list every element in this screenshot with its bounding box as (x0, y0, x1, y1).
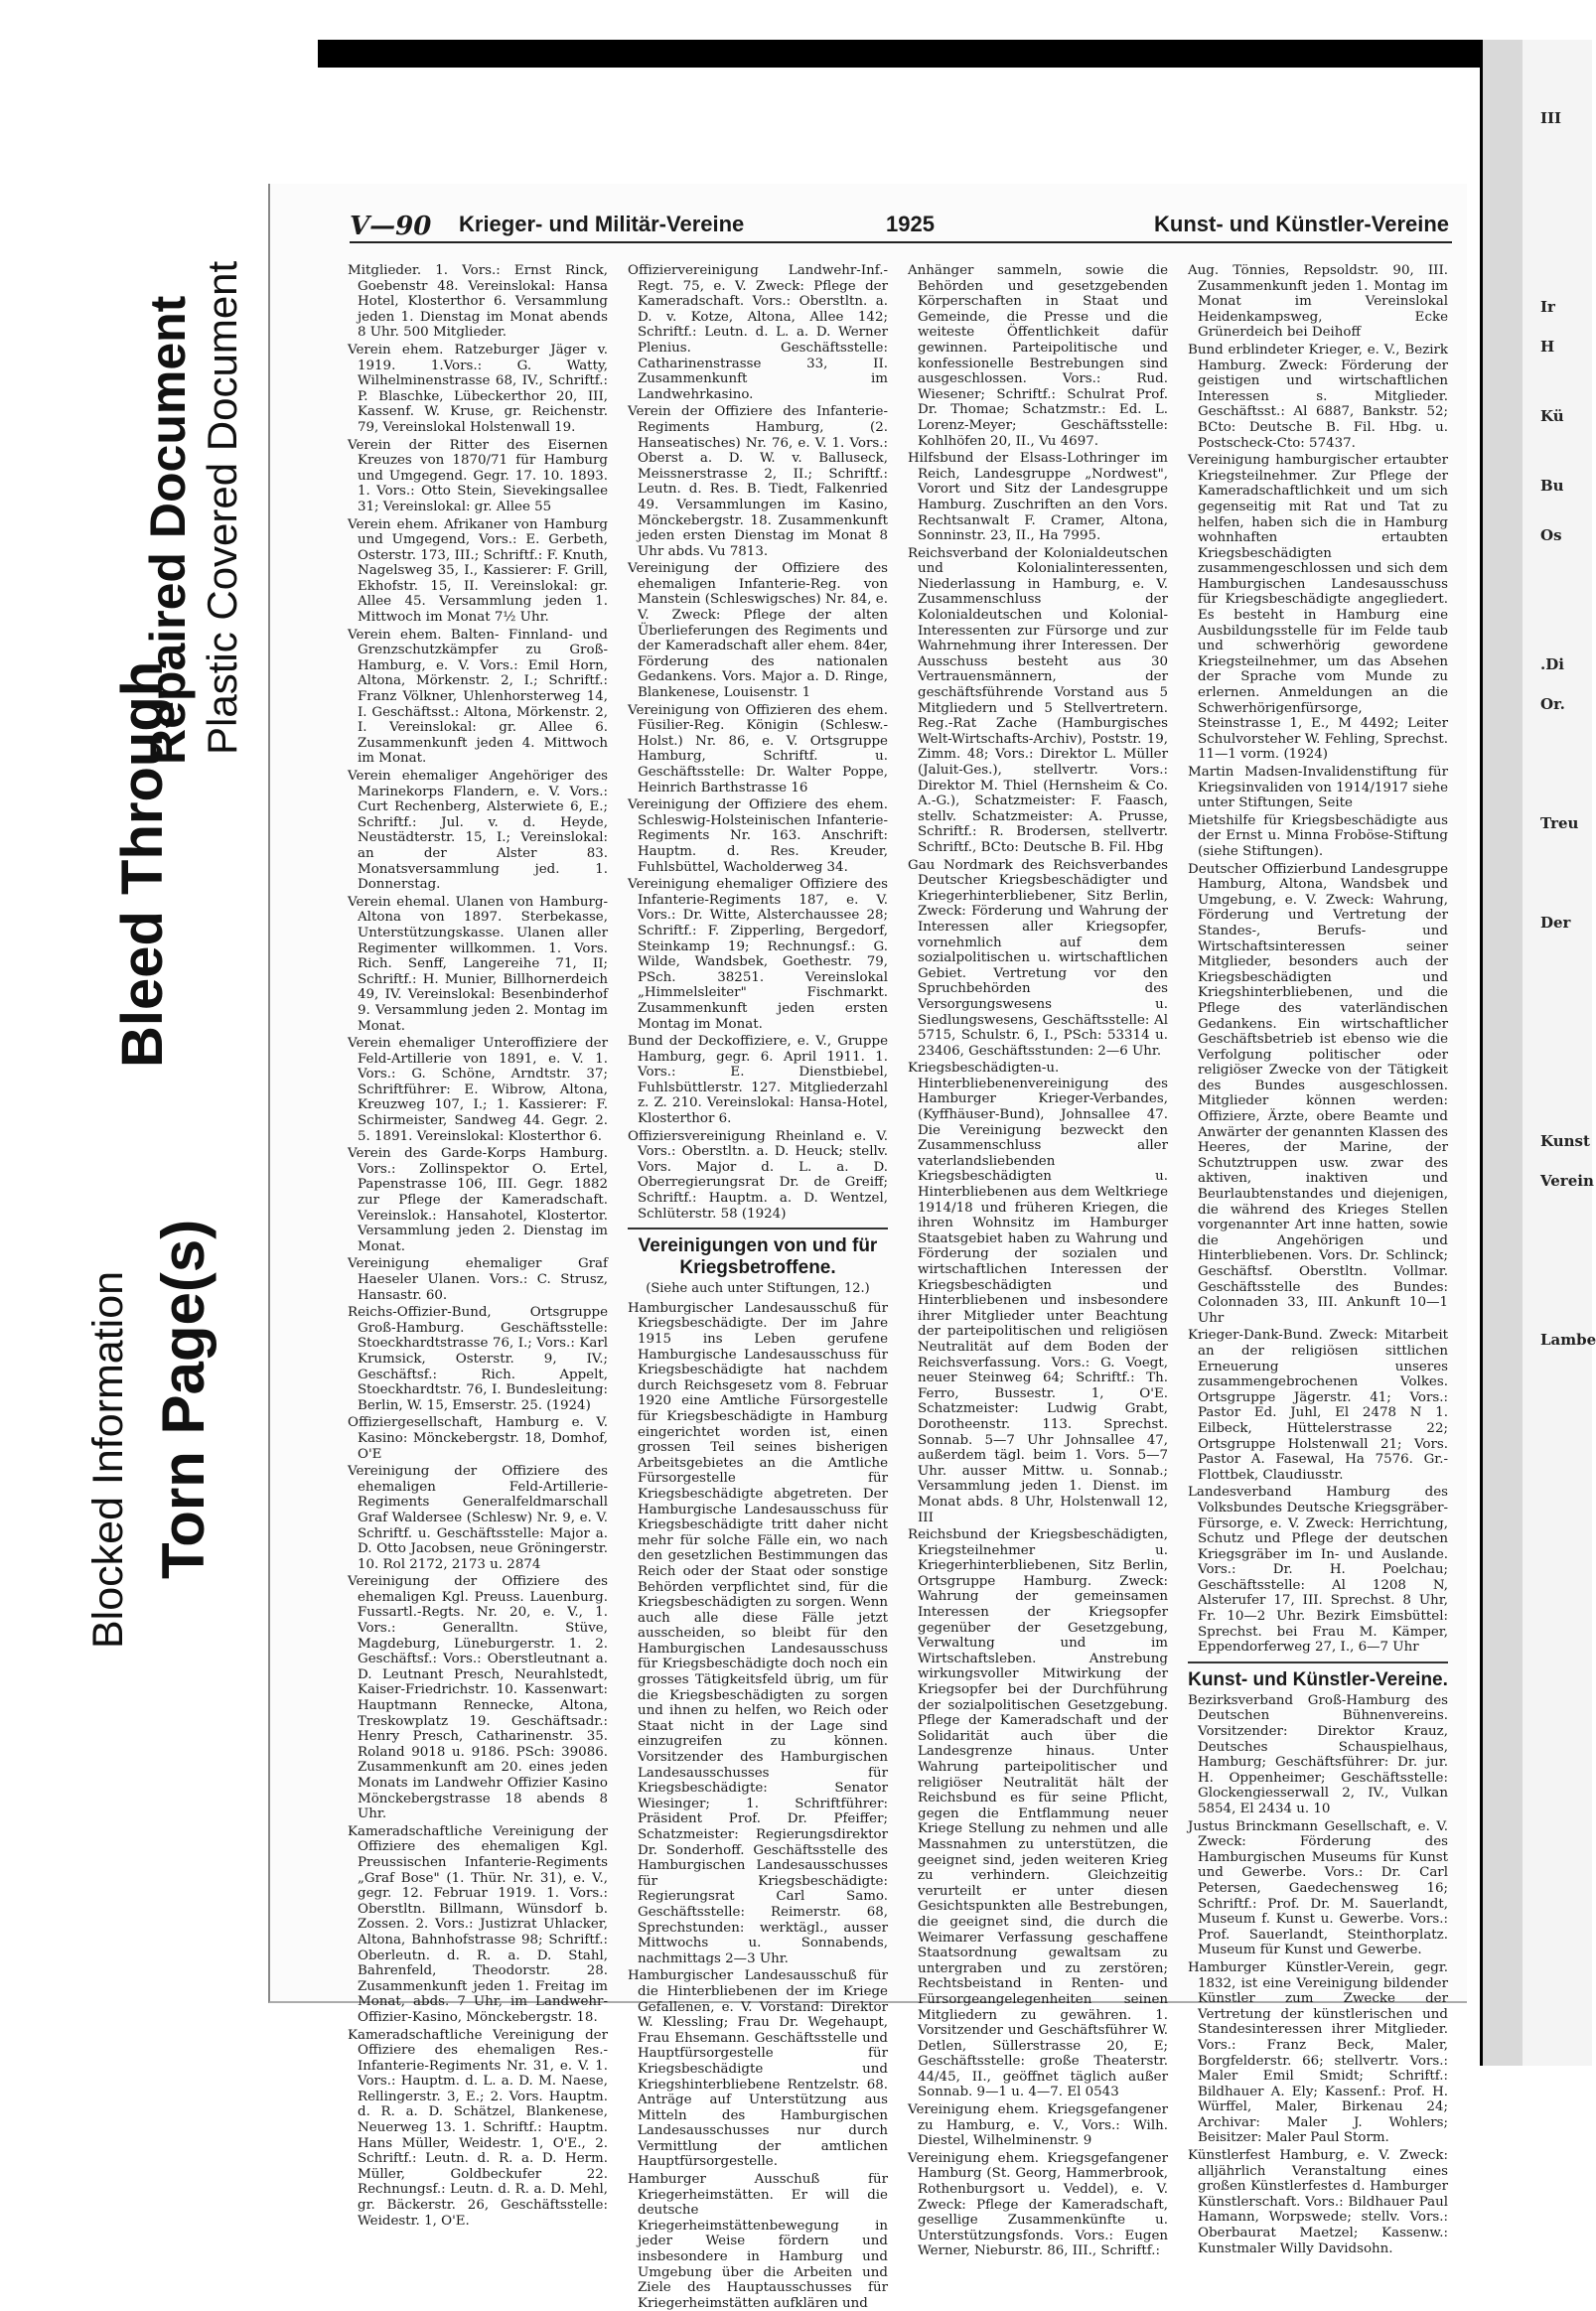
page-number: V—90 (350, 212, 432, 241)
right-running-title: Kunst- und Künstler-Vereine (1154, 212, 1450, 236)
directory-entry: Verein ehemal. Ulanen von Hamburg-Altona von 1897. Sterbekasse, Unterstützungskasse. Ulanen aller Regimenter willkommen. 1. Vors. Rich. Senff, Langereihe 71, II; Schriftf.: H. Munier, Billhornerdeich 49, IV. Vereinslokal: Besenbinderhof 9. Versammlung jeden 2. Montag im Monat. (348, 894, 608, 1034)
directory-entry: Vereinigung ehemaliger Offiziere des Infanterie-Regiments 187, e. V. Vors.: Dr. Witte, Alsterchaussee 28; Schriftf.: F. Zipperling, Bergedorf, Steinkamp 19; Rechnungsf.: G. Wilde, Wandsbek, Goethestr. 79, PSch. 38251. Vereinslokal „Himmelsleiter" Fischmarkt. Zusammenkunft jeden ersten Montag im Monat. (628, 877, 888, 1032)
directory-entry: Verein ehem. Afrikaner von Hamburg und Umgegend, Vors.: E. Gerbeth, Osterstr. 173, III.; Schriftf.: F. Knuth, Nagelsweg 35, I., Kassierer: F. Grill, Ekhofstr. 15, II. Vereinslokal: gr. Allee 45. Versammlung jeden 1. Mittwoch im Monat 7½ Uhr. (348, 516, 608, 626)
directory-entry: Bund erblindeter Krieger, e. V., Bezirk Hamburg. Zweck: Förderung der geistigen und wirtschaftlichen Interessen s. Mitglieder. Geschäftsst.: Al 6887, Bankstr. 52; BCto: Deutsche B. Fil. Hbg. u. Postscheck-Cto: 57437. (1188, 342, 1448, 451)
directory-entry: Reichs-Offizier-Bund, Ortsgruppe Groß-Hamburg. Geschäftsstelle: Stoeckhardtstrasse 76, I.; Vors.: Karl Krumsick, Osterstr. 9, IV.; Geschäftsf.: Rich. Appelt, Stoeckhardtstr. 76, I. Bundesleitung: Berlin, W. 15, Emserstr. 25. (1924) (348, 1305, 608, 1413)
repaired-document-label: Repaired Document (140, 295, 196, 765)
directory-entry: Kriegsbeschädigten-u. Hinterbliebenenvereinigung des Hamburger Krieger-Verbandes, (Kyffhäuser-Bund), Johnsallee 47. Die Vereinigung bezweckt den Zusammenschluss aller vaterlandsliebenden Kriegsbeschädigten u. Hinterbliebenen aus dem Weltkriege 1914/18 und früheren Kriegen, die ihren Wohnsitz im Hamburger Staatsgebiet haben zu Wahrung und Förderung der sozialen und wirtschaftlichen Interessen der Kriegsbeschädigten und Hinterbliebenen und insbesondere ihrer Mitglieder unter Beachtung der parteipolitischen und religiösen Neutralität auf dem Boden der Reichsverfassung. Vors.: G. Voegt, neuer Steinweg 64; Schriftf.: Th. Ferro, Bussestr. 1, O'E. Schatzmeister: Ludwig Grabt, Dorotheenstr. 113. Sprechst. Sonnab. 5—7 Uhr Johnsallee 47, außerdem tägl. beim 1. Vors. 5—7 Uhr. ausser Mittw. u. Sonnab.; Versammlung jeden 1. Dienst. im Monat abds. 8 Uhr, Holstenwall 12, III (908, 1061, 1168, 1525)
directory-entry: Kameradschaftliche Vereinigung der Offiziere des ehemaligen Kgl. Preussischen Infanterie-Regiments „Graf Bose" (1. Thür. Nr. 31), e. V., gegr. 12. Februar 1919. 1. Vors.: Oberstltn. Billmann, Wünsdorf b. Zossen. 2. Vors.: Justizrat Uhlacker, Altona, Bahnhofstrasse 98; Schriftf.: Oberleutn. d. R. a. D. Stahl, Bahrenfeld, Theodorstr. 28. Zusammenkunft jeden 1. Freitag im Monat, abds. 7 Uhr, im Landwehr-Offizier-Kasino, Mönckebergstr. 18. (348, 1823, 608, 2025)
annotation-sidebar (0, 0, 288, 2162)
directory-entry: Verein ehem. Ratzeburger Jäger v. 1919. 1.Vors.: G. Watty, Wilhelminenstrasse 68, IV., Schriftf.: P. Blaschke, Lübeckerthor 20, III, Kassenf. W. Kruse, gr. Reichenstr. 79, Vereinslokal Holstenwall 19. (348, 342, 608, 435)
page-header (350, 212, 1452, 243)
directory-entry: Gau Nordmark des Reichsverbandes Deutscher Kriegsbeschädigter und Kriegerhinterbliebener, Sitz Berlin, Zweck: Förderung und Wahrung der Interessen aller Kriegsopfer, vornehmlich auf dem sozialpolitischen u. wirtschaftlichen Gebiet. Vertretung vor den Spruchbehörden des Versorgungswesens u. Siedlungswesens, Geschäftsstelle: Al 5715, Schulstr. 6, I., PSch: 53314 u. 23406, Geschäftsstunden: 2—6 Uhr. (908, 857, 1168, 1059)
section-subtitle: (Siehe auch unter Stiftungen, 12.) (646, 1281, 870, 1297)
adjacent-page-fragment: Os (1540, 526, 1562, 544)
directory-entry: Bund der Deckoffiziere, e. V., Gruppe Hamburg, gegr. 6. April 1911. 1. Vors.: E. Dienstbiebel, Fuhlsbüttlerstr. 127. Mitgliederzahl z. Z. 210. Vereinslokal: Hansa-Hotel, Klosterthor 6. (628, 1034, 888, 1127)
directory-entry: Offiziervereinigung Landwehr-Inf.-Regt. 75, e. V. Zweck: Pflege der Kameradschaft. Vors.: Oberstltn. a. D. v. Kotze, Altona, Allee 142; Schriftf.: Leutn. d. L. a. D. Werner Plenius. Geschäftsstelle: Catharinenstrasse 33, II. Zusammenkunft im Landwehrkasino. (628, 263, 888, 402)
adjacent-page-fragment: .Di (1540, 655, 1564, 673)
column-2-entries-b (628, 1301, 888, 2311)
directory-entry: Vereinigung ehemaliger Graf Haeseler Ulanen. Vors.: C. Strusz, Hansastr. 60. (348, 1256, 608, 1303)
adjacent-page-fragment: Bu (1540, 477, 1564, 495)
document-page (268, 184, 1467, 2311)
directory-entry: Hamburgischer Landesausschuß für die Hinterbliebenen der im Kriege Gefallenen, e. V. Vorstand: Direktor W. Klessling; Frau Dr. Wegehaupt, Frau Ehsemann. Geschäftsstelle und Hauptfürsorgestelle für Kriegsbeschädigte und Kriegshinterbliebene Rentzelstr. 68. Anträge auf Unterstützung aus Mitteln des Hamburgischen Landesausschusses nur durch Vermittlung der amtlichen Hauptfürsorgestelle. (628, 1968, 888, 2170)
directory-entry: Vereinigung der Offiziere des ehemaligen Feld-Artillerie-Regiments Generalfeldmarschall Graf Waldersee (Schlesw) Nr. 9, e. V. Schriftf. u. Geschäftsstelle: Major a. D. Otto Jacobsen, neue Gröningerstr. 10. Rol 2172, 2173 u. 2874 (348, 1464, 608, 1572)
book-gutter (1483, 40, 1523, 2066)
section-heading-kunst: Kunst- und Künstler-Vereine. (1188, 1661, 1448, 1691)
directory-entry: Offiziergesellschaft, Hamburg e. V. Kasino: Mönckebergstr. 18, Domhof, O'E (348, 1415, 608, 1462)
adjacent-page-fragment: Lambe (1540, 1331, 1596, 1349)
column-2 (628, 263, 888, 2311)
directory-entry: Kameradschaftliche Vereinigung der Offiziere des ehemaligen Res.-Infanterie-Regiments Nr. 31, e. V. 1. Vors.: Hauptm. d. L. a. D. M. Naese, Rellingerstr. 3, E.; 2. Vors. Hauptm. d. R. a. D. Schätzel, Blankenese, Neuerweg 13. 1. Schriftf.: Hauptm. Hans Müller, Weidestr. 1, O'E., 2. Schriftf.: Leutn. d. R. a. D. Herm. Müller, Goldbeckufer 22. Rechnungsf.: Leutn. d. R. a. D. Mehl, gr. Bäckerstr. 26, Geschäftsstelle: Weidestr. 1, O'E. (348, 2027, 608, 2229)
adjacent-page-fragment: Der (1540, 914, 1571, 932)
directory-entry: Verein ehemaliger Unteroffiziere der Feld-Artillerie von 1891, e. V. 1. Vors.: G. Schöne, Arndtstr. 37; Schriftführer: E. Wibrow, Altona, Kreuzweg 107, I.; 1. Kassierer: F. Schirmeister, Sandweg 44. Gegr. 2. 5. 1891. Vereinslokal: Klosterthor 6. (348, 1036, 608, 1144)
directory-entry: Hamburgischer Landesausschuß für Kriegsbeschädigte. Der im Jahre 1915 ins Leben gerufene Hamburgische Landesausschuss für Kriegsbeschädigte hat nachdem durch Reichsgesetz vom 8. Februar 1920 eine Amtliche Fürsorgestelle für Kriegsbeschädigte in Hamburg eingerichtet worden ist, einen grossen Teil seines bisherigen Arbeitsgebietes an die Amtliche Fürsorgestelle für Kriegsbeschädigte abgetreten. Der Hamburgische Landesausschuss für Kriegsbeschädigte tritt daher nicht mehr für solche Fälle ein, wo nach den gesetzlichen Bestimmungen das Reich oder der Staat oder sonstige Behörden verpflichtet sind, für die Kriegsbeschädigten zu sorgen. Wenn auch alle diese Fälle jetzt ausscheiden, so bleibt für den Hamburgischen Landesausschuss für Kriegsbeschädigte doch noch ein grosses Tätigkeitsfeld übrig, um für die Kriegsbeschädigten zu sorgen und ihnen zu helfen, wo Reich oder Staat nicht in der Lage sind einzugreifen zu können. Vorsitzender des Hamburgischen Landesausschusses für Kriegsbeschädigte: Senator Wiesinger; 1. Schriftführer: Präsident Prof. Dr. Pfeiffer; Schatzmeister: Regierungsdirektor Dr. Sonderhoff. Geschäftsstelle des Hamburgischen Landesausschusses für Kriegsbeschädigte: Regierungsrat Carl Samo. Geschäftsstelle: Reimerstr. 68, Sprechstunden: werktägl., ausser Mittwochs u. Sonnabends, nachmittags 2—3 Uhr. (628, 1300, 888, 1966)
directory-entry: Mietshilfe für Kriegsbeschädigte aus der Ernst u. Minna Froböse-Stiftung (siehe Stiftungen). (1188, 812, 1448, 859)
adjacent-page-fragment: Kunst (1540, 1132, 1590, 1150)
plastic-covered-label: Plastic Covered Document (199, 260, 245, 755)
directory-entry: Vereinigung der Offiziere des ehemaligen Kgl. Preuss. Lauenburg. Fussartl.-Regts. Nr. 20, e. V., 1. Vors.: Generalltn. Stüve, Magdeburg, Lüneburgerstr. 1. 2. Geschäftsf.: Vors.: Oberstleutnant a. D. Leutnant Presch, Neurahlstedt, Kaiser-Friedrichstr. 10. Kassenwart: Hauptmann Rennecke, Altona, Treskowplatz 19. Geschäftsadr.: Henry Presch, Catharinenstr. 35. Roland 9018 u. 9186. PSch: 39086. Zusammenkunft am 20. eines jeden Monats im Landwehr Offizier Kasino Mönckebergstrasse 18 abends 8 Uhr. (348, 1574, 608, 1822)
directory-entry: Landesverband Hamburg des Volksbundes Deutsche Kriegsgräber-Fürsorge, e. V. Zweck: Herrichtung, Schutz und Pflege der deutschen Kriegsgräber im In- und Auslande. Vors.: Dr. H. Poelchau; Geschäftsstelle: Al 1208 N, Alsterufer 17, III. Sprechst. 8 Uhr, Fr. 10—2 Uhr. Bezirk Eimsbüttel: Sprechst. bei Frau M. Kämper, Eppendorferweg 27, I., 6—7 Uhr (1188, 1485, 1448, 1656)
adjacent-page-edge (1480, 40, 1596, 2066)
directory-entry: Anhänger sammeln, sowie die Behörden und gesetzgebenden Körperschaften in Staat und Gemeinde, die Presse und die weiteste Öffentlichkeit dafür gewinnen. Parteipolitische und konfessionelle Bestrebungen sind ausgeschlossen. Vors.: Rud. Wiesener; Schriftf.: Schulrat Prof. Dr. Thomae; Schatzmstr.: Ed. L. Lorenz-Meyer; Geschäftsstelle: Kohlhöfen 20, II., Vu 4697. (908, 263, 1168, 449)
directory-entry: Künstlerfest Hamburg, e. V. Zweck: alljährlich Veranstaltung eines großen Künstlerfestes d. Hamburger Künstlerschaft. Vors.: Bildhauer Paul Hamann, Worpswede; stellv. Vors.: Oberbaurat Maetzel; Kassenw.: Kunstmaler Willy Davidsohn. (1188, 2148, 1448, 2256)
adjacent-page-fragment: Kü (1540, 407, 1564, 425)
directory-entry: Martin Madsen-Invalidenstiftung für Kriegsinvaliden von 1914/1917 siehe unter Stiftungen, Seite (1188, 765, 1448, 811)
column-2-entries (628, 263, 888, 1222)
year: 1925 (886, 212, 935, 236)
directory-entry: Hilfsbund der Elsass-Lothringer im Reich, Landesgruppe „Nordwest", Vorort und Sitz der Landesgruppe Hamburg. Zuschriften an den Vors. Rechtsanwalt F. Cramer, Altona, Sonninstr. 23, II., Ha 7995. (908, 451, 1168, 544)
column-4 (1188, 263, 1448, 2256)
adjacent-page-fragment: Or. (1540, 695, 1565, 713)
column-3 (908, 263, 1168, 2259)
directory-entry: Reichsbund der Kriegsbeschädigten, Kriegsteilnehmer u. Kriegerhinterbliebenen, Sitz Berlin, Ortsgruppe Hamburg. Zweck: Wahrung der gemeinsamen Interessen der Kriegsopfer gegenüber der Gesetzgebung, Verwaltung und im Wirtschaftsleben. Anstrebung wirkungsvoller Mitwirkung der Kriegsopfer bei der Durchführung der sozialpolitischen Gesetzgebung. Pflege der Kameradschaft und der Solidarität auch über die Landesgrenze hinaus. Unter Wahrung parteipolitischer und religiöser Neutralität hält der Reichsbund es für seine Pflicht, gegen die Entflammung neuer Kriege Stellung zu nehmen und alle Massnahmen zu unterstützen, die geeignet sind, jeden weiteren Krieg zu verhindern. Gleichzeitig verurteilt er unter diesen Gesichtspunkten alle Bestrebungen, die geeignet sind, die durch die Weimarer Verfassung geschaffene Staatsordnung gewaltsam zu untergraben und zu zerstören; Rechtsbeistand in Renten- und Fürsorgeangelegenheiten seinen Mitgliedern zu gewähren. 1. Vorsitzender und Geschäftsführer W. Detlen, Süllerstrasse 20, E; Geschäftsstelle: große Theaterstr. 44/45, II., geöffnet täglich außer Sonnab. 9—1 u. 4—7. El 0543 (908, 1527, 1168, 2100)
directory-entry: Offiziersvereinigung Rheinland e. V. Vors.: Oberstltn. a. D. Heuck; stellv. Vors. Major d. L. a. D. Oberregierungsrat Dr. de Greiff; Schriftf.: Hauptm. a. D. Wentzel, Schlüterstr. 58 (1924) (628, 1128, 888, 1222)
directory-entry: Verein ehem. Balten- Finnland- und Grenzschutzkämpfer zu Groß-Hamburg, e. V. Vors.: Emil Horn, Altona, Mörkenstr. 2, I.; Schriftf.: Franz Völkner, Uhlenhorsterweg 14, I. Geschäftsst.: Altona, Mörkenstr. 2, I. Vereinslokal: gr. Allee 6. Zusammenkunft jeden 4. Mittwoch im Monat. (348, 627, 608, 767)
directory-entry: Justus Brinckmann Gesellschaft, e. V. Zweck: Förderung des Hamburgischen Museums für Kunst und Gewerbe. Vors.: Dr. Carl Petersen, Gaedechensweg 16; Schriftf.: Prof. Dr. M. Sauerlandt, Museum f. Kunst u. Gewerbe. Vors.: Prof. Sauerlandt, Steinthorplatz. Museum für Kunst und Gewerbe. (1188, 1818, 1448, 1958)
column-4-entries-b (1188, 1693, 1448, 2256)
directory-entry: Verein des Garde-Korps Hamburg. Vors.: Zollinspektor O. Ertel, Papenstrasse 106, III. Gegr. 1882 zur Pflege der Kameradschaft. Vereinslok.: Hansahotel, Klostertor. Versammlung jeden 2. Dienstag im Monat. (348, 1146, 608, 1254)
column-1 (348, 263, 608, 2229)
directory-entry: Verein ehemaliger Angehöriger des Marinekorps Flandern, e. V. Vors.: Curt Rechenberg, Alsterwiete 6, E.; Schriftf.: Jul. v. d. Heyde, Neustädterstr. 15, I.; Vereinslokal: an der Alster 83. Monatsversammlung jed. 1. Donnerstag. (348, 769, 608, 893)
adjacent-page-fragment: Verein (1540, 1172, 1594, 1190)
directory-entry: Mitglieder. 1. Vors.: Ernst Rinck, Goebenstr 48. Vereinslokal: Hansa Hotel, Klosterthor 6. Versammlung jeden 1. Dienstag im Monat abends 8 Uhr. 500 Mitglieder. (348, 263, 608, 341)
directory-entry: Reichsverband der Kolonialdeutschen und Kolonialinteressenten, Niederlassung in Hamburg, e. V. Zusammenschluss der Kolonialdeutschen und Kolonial-Interessenten zur Fürsorge und zur Wahrnehmung ihrer Interessen. Der Ausschuss besteht aus 30 Vertrauensmännern, der geschäftsführende Vorstand aus 5 Mitgliedern und 5 Stellvertretern. Reg.-Rat Zache (Hamburgisches Welt-Wirtschafts-Archiv), Poststr. 19, Zimm. 48; Vors.: Direktor L. Müller (Jaluit-Ges.), stellvertr. Vors.: Direktor M. Thiel (Hernsheim & Co. A.-G.), Schatzmeister: F. Faasch, stellv. Schatzmeister: A. Prusse, Schriftf.: R. Brodersen, stellvertr. Schriftf., BCto: Deutsche B. Fil. Hbg (908, 545, 1168, 855)
left-running-title: Krieger- und Militär-Vereine (459, 212, 745, 236)
directory-entry: Bezirksverband Groß-Hamburg des Deutschen Bühnenvereins. Vorsitzender: Direktor Krauz, Deutsches Schauspielhaus, Hamburg; Geschäftsführer: Dr. jur. H. Oppenheimer; Geschäftsstelle: Glockengiesserwall 2, IV., Vulkan 5854, El 2434 u. 10 (1188, 1692, 1448, 1816)
adjacent-page-fragment: Treu (1540, 814, 1579, 832)
directory-entry: Krieger-Dank-Bund. Zweck: Mitarbeit an der religiösen sittlichen Erneuerung unseres zusammengebrochenen Volkes. Ortsgruppe Jägerstr. 41; Vors.: Pastor Ed. Juhl, El 2478 N 1. Eilbeck, Hüttelerstrasse 22; Ortsgruppe Holstenwall 21; Vors. Pastor A. Fasewal, Ha 7576. Gr.-Flottbek, Claudiusstr. (1188, 1328, 1448, 1483)
directory-entry: Hamburger Künstler-Verein, gegr. 1832, ist eine Vereinigung bildender Künstler zum Zwecke der Vertretung der künstlerischen und Standesinteressen ihrer Mitglieder. Vors.: Franz Beck, Maler, Borgfelderstr. 66; stellvertr. Vors.: Maler Emil Smidt; Schriftf.: Bildhauer A. Ely; Kassenf.: Prof. H. Würffel, Maler, Birkenau 24; Archivar: Maler J. Wohlers; Beisitzer: Maler Paul Storm. (1188, 1959, 1448, 2146)
adjacent-page-fragment: III (1540, 109, 1562, 127)
directory-entry: Vereinigung der Offiziere des ehemaligen Infanterie-Reg. von Manstein (Schleswigsches) Nr. 84, e. V. Zweck: Pflege der alten Überlieferungen des Regiments und der Kameradschaft aller ehem. 84er, Förderung des nationalen Gedankens. Vors. Major a. D. Ringe, Blankenese, Louisenstr. 1 (628, 561, 888, 701)
directory-entry: Vereinigung der Offiziere des ehem. Schleswig-Holsteinischen Infanterie-Regiments Nr. 163. Anschrift: Hauptm. d. Res. Kreuder, Fuhlsbüttel, Wacholderweg 34. (628, 797, 888, 875)
adjacent-page-fragment: H (1540, 338, 1555, 356)
column-4-entries (1188, 263, 1448, 1656)
section-heading-kriegsbetroffene: Vereinigungen von und für Kriegsbetroffene. (628, 1228, 888, 1279)
directory-entry: Vereinigung ehem. Kriegsgefangener Hamburg (St. Georg, Hammerbrook, Rothenburgsort u. Veddel), e. V. Zweck: Pflege der Kameradschaft, gesellige Zusammenkünfte u. Unterstützungsfonds. Vors.: Eugen Werner, Nieburstr. 86, III., Schriftf.: (908, 2150, 1168, 2259)
directory-entry: Hamburger Ausschuß für Kriegerheimstätten. Er will die deutsche Kriegerheimstättenbewegung in jeder Weise fördern und insbesondere in Hamburg und Umgebung über die Arbeiten und Ziele des Hauptausschusses für Kriegerheimstätten aufklären und (628, 2172, 888, 2311)
adjacent-page-fragment: Ir (1540, 298, 1555, 316)
directory-entry: Vereinigung ehem. Kriegsgefangener zu Hamburg, e. V., Vors.: Wilh. Diestel, Wilhelminenstr. 9 (908, 2102, 1168, 2149)
directory-entry: Vereinigung hamburgischer ertaubter Kriegsteilnehmer. Zur Pflege der Kameradschaftlichkeit und um sich gegenseitig mit Rat und Tat zu helfen, haben sich die in Hamburg wohnhaften ertaubten Kriegsbeschädigten zusammengeschlossen und sich dem Hamburgischen Landesausschuss für Kriegsbeschädigte angegliedert. Es besteht in Hamburg eine Ausbildungsstelle für im Felde taub und schwerhörig gewordene Kriegsteilnehmer, um das Absehen der Sprache vom Munde zu erlernen. Anmeldungen an die Schwerhörigenfürsorge, Steinstrasse 1, E., M 4492; Leiter Schulvorsteher W. Fehling, Sprechst. 11—1 vorm. (1924) (1188, 453, 1448, 763)
directory-entry: Deutscher Offizierbund Landesgruppe Hamburg, Altona, Wandsbek und Umgebung, e. V. Zweck: Wahrung, Förderung und Vertretung der Standes-, Berufs- und Wirtschaftsinteressen seiner Mitglieder, besonders auch der Kriegsbeschädigten und Kriegshinterbliebenen, und die Pflege des vaterländischen Gedankens. Ein wirtschaftlicher Geschäftsbetrieb ist ebenso wie die Verfolgung politischer oder religiöser Zwecke von der Tätigkeit des Bundes ausgeschlossen. Mitglieder können werden: Offiziere, Ärzte, obere Beamte und Anwärter der genannten Klassen des Heeres, der Marine, der Schutztruppen usw. zwar des aktiven, inaktiven und Beurlaubtenstandes und diejenigen, die während des Krieges Stellen vorgenannter Art inne hatten, sowie die Angehörigen und Hinterbliebenen. Vors. Dr. Schlinck; Geschäftsf. Oberstltn. Vollmar. Geschäftsstelle des Bundes: Colonnaden 33, III. Ankunft 10—1 Uhr (1188, 861, 1448, 1326)
directory-entry: Verein der Ritter des Eisernen Kreuzes von 1870/71 für Hamburg und Umgegend. Gegr. 17. 10. 1893. 1. Vors.: Otto Stein, Sievekingsallee 31; Vereinslokal: gr. Allee 55 (348, 437, 608, 514)
directory-entry: Aug. Tönnies, Repsoldstr. 90, III. Zusammenkunft jeden 1. Montag im Monat im Vereinslokal Heidenkampsweg, Ecke Grünerdeich bei Deihoff (1188, 263, 1448, 341)
directory-entry: Vereinigung von Offizieren des ehem. Füsilier-Reg. Königin (Schlesw.-Holst.) Nr. 86, e. V. Ortsgruppe Hamburg, Schriftf. u. Geschäftsstelle: Dr. Walter Poppe, Heinrich Barthstrasse 16 (628, 702, 888, 795)
torn-pages-label: Torn Page(s) (150, 1219, 217, 1579)
blocked-information-label: Blocked Information (84, 1270, 132, 1649)
bleed-through-label: Bleed Through (110, 660, 175, 1068)
scan-top-edge (318, 40, 1589, 68)
directory-entry: Verein der Offiziere des Infanterie-Regiments Hamburg, (2. Hanseatisches) Nr. 76, e. V. 1. Vors.: Oberst a. D. W. v. Balluseck, Meissnerstrasse 2, II.; Schriftf.: Leutn. d. Res. B. Tiedt, Falkenried 49. Versammlungen im Kasino, Mönckebergstr. 18. Zusammenkunft jeden ersten Dienstag im Monat 8 Uhr abds. Vu 7813. (628, 404, 888, 559)
